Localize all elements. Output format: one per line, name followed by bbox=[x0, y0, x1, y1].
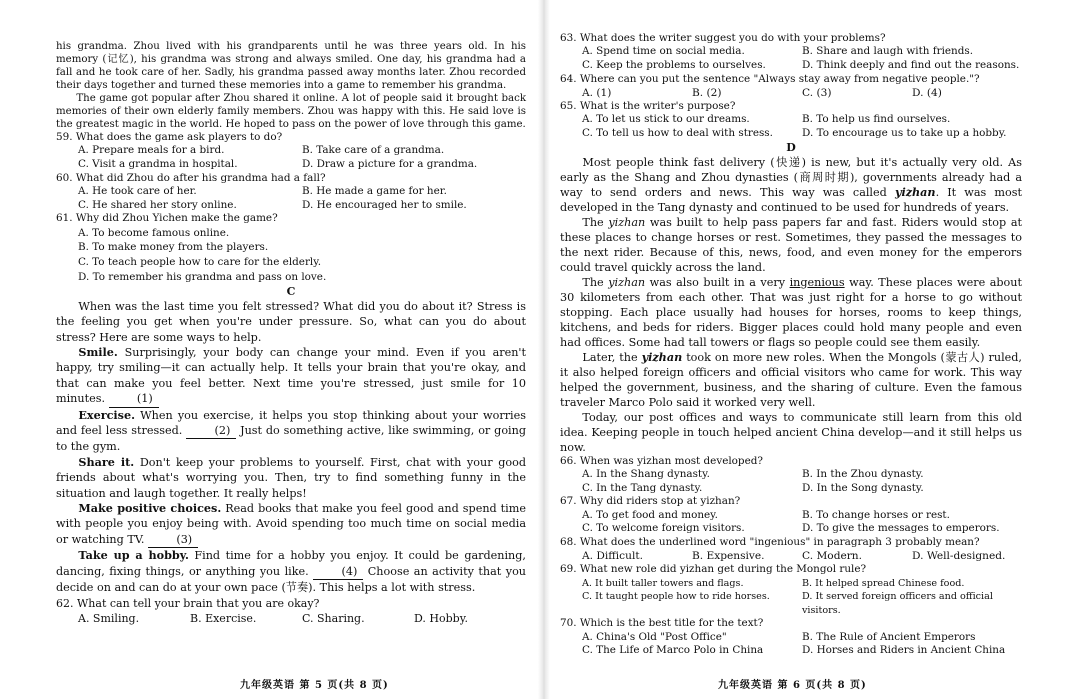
question-65 bbox=[560, 100, 1022, 141]
question-stem: 67. Why did riders stop at yizhan? bbox=[560, 495, 741, 508]
option-a: A. To become famous online. bbox=[78, 226, 230, 239]
option-b: B. (2) bbox=[692, 87, 722, 99]
option-c: C. To tell us how to deal with stress. bbox=[582, 127, 773, 139]
question-63 bbox=[560, 32, 1022, 73]
option-d: D. (4) bbox=[912, 87, 942, 99]
question-stem: 70. Which is the best title for the text? bbox=[560, 617, 764, 630]
paragraph-text: took on more new roles. When the Mongols (蒙古人) ruled, it also helped foreign officers and official visitors who came for work. This way helped the government, business, and the sharing of culture. Even the famous traveler Marco Polo said it worked very well. bbox=[560, 350, 1022, 409]
option-a: A. To let us stick to our dreams. bbox=[582, 113, 750, 126]
exercise-text: Just do something active, like swimming, or going to the gym. bbox=[56, 424, 526, 454]
blank-4: (4) bbox=[313, 564, 363, 580]
term-yizhan: yizhan bbox=[608, 215, 646, 229]
option-b: B. Exercise. bbox=[190, 611, 257, 625]
option-c: C. (3) bbox=[802, 87, 832, 99]
blank-3: (3) bbox=[148, 532, 198, 548]
smile-heading: Smile. bbox=[78, 345, 118, 359]
question-stem: 61. Why did Zhou Yichen make the game? bbox=[56, 212, 278, 225]
paragraph-text: Later, the bbox=[582, 350, 642, 364]
option-b: B. Share and laugh with friends. bbox=[802, 45, 974, 58]
exercise-heading: Exercise. bbox=[78, 407, 135, 422]
paragraph-text: The bbox=[582, 275, 609, 289]
option-a: A. He took care of her. bbox=[78, 185, 197, 197]
passage-d-paragraph-4 bbox=[560, 350, 1022, 410]
option-c: C. It taught people how to ride horses. bbox=[582, 591, 770, 603]
option-d: D. Hobby. bbox=[414, 611, 468, 625]
option-b: B. To change horses or rest. bbox=[802, 508, 950, 521]
question-stem: 63. What does the writer suggest you do with your problems? bbox=[560, 32, 886, 44]
question-stem: 66. When was yizhan most developed? bbox=[560, 454, 763, 467]
section-heading-d: D bbox=[786, 140, 796, 154]
option-c: C. The Life of Marco Polo in China bbox=[582, 644, 764, 657]
paragraph-text: was also built in a very bbox=[645, 275, 790, 289]
paragraph-text: Most people think fast delivery (快递) is new, but it's actually very old. As early as the Shang and Zhou dynasties (商周时期), governments already had a way to send orders and news. This way was called bbox=[560, 155, 1022, 199]
question-69 bbox=[560, 563, 1022, 617]
question-70 bbox=[560, 617, 1022, 658]
option-a: A. In the Shang dynasty. bbox=[582, 468, 710, 480]
paragraph-text: was built to help pass papers far and fast. Riders would stop at these places to change horses or rest. Sometimes, they passed the messages to the next rider. Because of this, news, food, and even money for the emperors could travel quickly across the land. bbox=[560, 215, 1022, 274]
hobby-text: Choose an activity that you decide on and can do at your own pace (节奏). This helps a lot with stress. bbox=[56, 564, 527, 595]
option-d: D. It served foreign officers and official visitors. bbox=[802, 591, 993, 616]
question-67 bbox=[560, 495, 1022, 536]
term-yizhan: yizhan bbox=[894, 184, 936, 199]
passage-c-exercise bbox=[56, 408, 526, 455]
option-a: A. China's Old "Post Office" bbox=[582, 630, 727, 643]
passage-d-paragraph-3 bbox=[560, 275, 1022, 350]
page-footer: 九年级英语 第 5 页(共 8 页) bbox=[240, 680, 389, 691]
option-d: D. Well-designed. bbox=[912, 550, 1006, 563]
option-a: A. Difficult. bbox=[582, 550, 643, 563]
option-d: D. He encouraged her to smile. bbox=[302, 198, 467, 211]
option-d: D. To encourage us to take up a hobby. bbox=[802, 127, 1007, 139]
hobby-heading: Take up a hobby. bbox=[78, 548, 189, 563]
question-stem: 64. Where can you put the sentence "Always stay away from negative people."? bbox=[560, 72, 980, 85]
option-a: A. Smiling. bbox=[78, 611, 140, 625]
section-heading-c: C bbox=[286, 284, 296, 298]
option-b: B. The Rule of Ancient Emperors bbox=[802, 630, 976, 643]
passage-b-paragraph: his grandma. Zhou lived with his grandparents until he was three years old. In his memory (记忆), his grandma was strong and always smiled. One day, his grandma had a fall and he took care of her. Sadly, his grandma passed away months later. Zhou recorded their days together and turned these memories into a game to remember his grandma. bbox=[56, 41, 526, 91]
question-68 bbox=[560, 536, 1022, 563]
question-59 bbox=[56, 131, 526, 172]
hobby-text: Find time for a hobby you enjoy. It could be gardening, dancing, fixing things, or anything you like. bbox=[56, 549, 526, 578]
question-stem: 65. What is the writer's purpose? bbox=[560, 100, 736, 112]
option-d: D. To give the messages to emperors. bbox=[802, 522, 1000, 535]
passage-d-paragraph-1 bbox=[560, 155, 1022, 215]
option-b: B. It helped spread Chinese food. bbox=[802, 577, 965, 589]
option-c: C. To teach people how to care for the elderly. bbox=[78, 256, 322, 269]
option-a: A. Spend time on social media. bbox=[582, 45, 745, 58]
smile-text: Surprisingly, your body can change your mind. Even if you aren't happy, try smiling—it can actually help. It tells your brain that you're okay, and that can make you feel better. Next time you're stressed, just smile for 10 minutes. bbox=[56, 346, 526, 406]
option-b: B. To help us find ourselves. bbox=[802, 113, 951, 126]
option-b: B. He made a game for her. bbox=[302, 185, 447, 197]
passage-c-smile bbox=[56, 345, 526, 408]
term-yizhan: yizhan bbox=[641, 349, 683, 364]
option-d: D. Draw a picture for a grandma. bbox=[302, 158, 478, 170]
option-a: A. It built taller towers and flags. bbox=[582, 577, 744, 589]
question-stem: 68. What does the underlined word "ingenious" in paragraph 3 probably mean? bbox=[560, 535, 980, 548]
passage-c-share bbox=[56, 455, 526, 501]
passage-d-paragraph-2 bbox=[560, 215, 1022, 275]
question-stem: 60. What did Zhou do after his grandma had a fall? bbox=[56, 171, 326, 184]
positive-text: Read books that make you feel good and spend time with people you enjoy being with. Avoid spending too much time on social media or watching TV. bbox=[56, 502, 526, 546]
option-b: B. Take care of a grandma. bbox=[302, 144, 445, 157]
option-a: A. Prepare meals for a bird. bbox=[78, 144, 225, 157]
paragraph-text: . It was most developed in the Tang dynasty and continued to be used for hundreds of years. bbox=[560, 185, 1022, 214]
option-d: D. Think deeply and find out the reasons. bbox=[802, 59, 1020, 71]
option-c: C. Modern. bbox=[802, 550, 862, 563]
underlined-word: ingenious bbox=[789, 275, 845, 289]
share-text: Don't keep your problems to yourself. First, chat with your good friends about what's worrying you. Then, try to find something funny in the situation and laugh together. It really helps! bbox=[56, 455, 526, 500]
option-b: B. Expensive. bbox=[692, 550, 765, 563]
question-64 bbox=[560, 73, 1022, 100]
option-a: A. To get food and money. bbox=[582, 508, 718, 521]
page-footer: 九年级英语 第 6 页(共 8 页) bbox=[718, 680, 867, 691]
paragraph-text: way. These places were about 30 kilometers from each other. That was just right for a horse to go without stopping. Each place usually had houses for horses, rooms to keep things, kitchens, and beds for riders. Bigger places could hold many people and even had offices. Some had tall towers or flags so people could see them easily. bbox=[560, 275, 1022, 349]
option-b: B. To make money from the players. bbox=[78, 241, 269, 254]
passage-b-paragraph: The game got popular after Zhou shared it online. A lot of people said it brought back memories of their own elderly family members. Zhou was happy with this. He said love is the greatest magic in the world. He hoped to pass on the power of love through this game. bbox=[56, 93, 526, 130]
question-62 bbox=[56, 596, 526, 626]
question-66 bbox=[560, 455, 1022, 496]
paragraph-text: The bbox=[582, 215, 609, 229]
exercise-text: When you exercise, it helps you stop thinking about your worries and feel less stressed. bbox=[56, 408, 526, 438]
option-c: C. In the Tang dynasty. bbox=[582, 481, 703, 494]
passage-c-intro: When was the last time you felt stressed? What did you do about it? Stress is the feeling you get when you're under pressure. So, what can you do about stress? Here are some ways to help. bbox=[56, 299, 526, 344]
right-page bbox=[548, 0, 1080, 699]
option-a: A. (1) bbox=[582, 87, 612, 99]
option-d: D. Horses and Riders in Ancient China bbox=[802, 644, 1006, 657]
option-b: B. In the Zhou dynasty. bbox=[802, 468, 924, 480]
share-heading: Share it. bbox=[78, 454, 135, 469]
question-61 bbox=[56, 212, 526, 285]
question-60 bbox=[56, 172, 526, 213]
question-stem: 59. What does the game ask players to do? bbox=[56, 131, 283, 143]
option-c: C. To welcome foreign visitors. bbox=[582, 522, 745, 535]
option-c: C. Sharing. bbox=[302, 611, 365, 625]
option-d: D. In the Song dynasty. bbox=[802, 481, 924, 494]
option-c: C. Keep the problems to ourselves. bbox=[582, 59, 766, 71]
question-stem: 69. What new role did yizhan get during the Mongol rule? bbox=[560, 563, 867, 576]
option-c: C. He shared her story online. bbox=[78, 198, 237, 211]
blank-1: (1) bbox=[109, 391, 159, 407]
passage-c-positive bbox=[56, 501, 526, 548]
term-yizhan: yizhan bbox=[608, 275, 646, 289]
passage-d-paragraph-5: Today, our post offices and ways to communicate still learn from this old idea. Keeping people in touch helped ancient China develop—and it still helps us now. bbox=[560, 410, 1022, 454]
positive-heading: Make positive choices. bbox=[78, 501, 222, 516]
passage-c-hobby bbox=[56, 548, 526, 595]
blank-2: (2) bbox=[186, 423, 236, 439]
option-d: D. To remember his grandma and pass on love. bbox=[78, 270, 327, 283]
option-c: C. Visit a grandma in hospital. bbox=[78, 158, 238, 170]
question-stem: 62. What can tell your brain that you are okay? bbox=[56, 596, 320, 610]
